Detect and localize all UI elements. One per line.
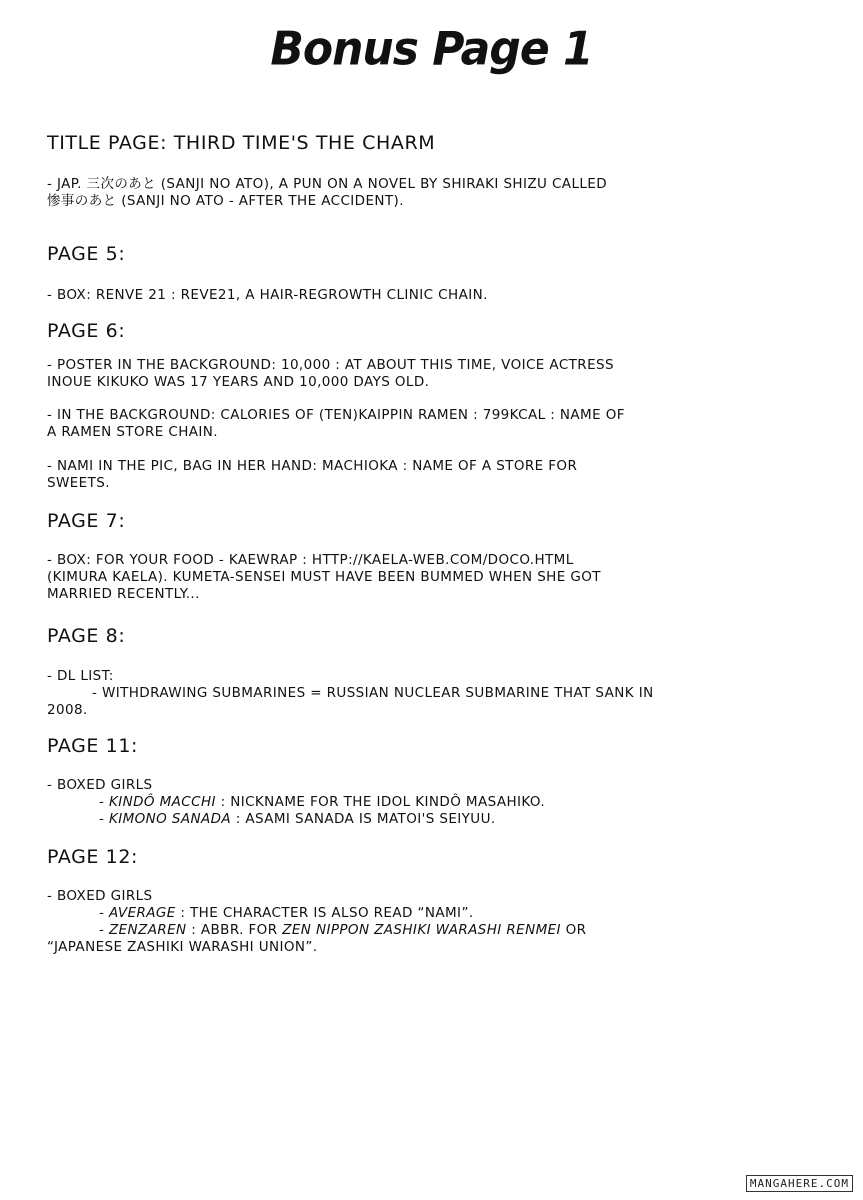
entry-dash: - — [99, 794, 109, 810]
text-line: SWEETS. — [47, 475, 110, 491]
site-watermark: MANGAHERE.COM — [746, 1175, 853, 1192]
entry-text: : ABBR. FOR — [186, 922, 283, 938]
section-body-page-11 — [47, 777, 747, 828]
section-body-page-12 — [47, 888, 747, 956]
section-heading-page-11: PAGE 11: — [47, 735, 139, 757]
section-heading-page-8: PAGE 8: — [47, 625, 126, 647]
section-body-page-6-item-1 — [47, 357, 747, 391]
section-heading-page-12: PAGE 12: — [47, 846, 139, 868]
entry-term: ZENZAREN — [108, 922, 187, 938]
text-line: - BOX: FOR YOUR FOOD - KAEWRAP : HTTP://KAELA-WEB.COM/DOCO.HTML — [47, 552, 574, 568]
text-line: - IN THE BACKGROUND: CALORIES OF (TEN)KAIPPIN RAMEN : 799KCAL : NAME OF — [47, 407, 625, 423]
section-heading-page-5: PAGE 5: — [47, 243, 126, 265]
entry-dash: - — [99, 905, 109, 921]
entry-text: : NICKNAME FOR THE IDOL KINDÔ MASAHIKO. — [215, 794, 546, 810]
text-line: - POSTER IN THE BACKGROUND: 10,000 : AT ABOUT THIS TIME, VOICE ACTRESS — [47, 357, 614, 373]
entry-dash: - — [99, 922, 109, 938]
text-line: INOUE KIKUKO WAS 17 YEARS AND 10,000 DAYS OLD. — [47, 374, 430, 390]
entry-text: : ASAMI SANADA IS MATOI'S SEIYUU. — [231, 811, 496, 827]
section-body-title-page — [47, 176, 747, 210]
entry-term: KIMONO SANADA — [108, 811, 232, 827]
entry-term: AVERAGE — [108, 905, 176, 921]
entry-text-2: OR — [560, 922, 587, 938]
text-line: - JAP. 三次のあと (SANJI NO ATO), A PUN ON A NOVEL BY SHIRAKI SHIZU CALLED — [47, 176, 608, 192]
text-line: MARRIED RECENTLY... — [47, 586, 200, 602]
section-body-page-5 — [47, 287, 747, 304]
section-body-page-8 — [47, 668, 747, 719]
section-body-page-6-item-2 — [47, 407, 747, 441]
section-body-page-7 — [47, 552, 747, 603]
text-line: 惨事のあと (SANJI NO ATO - AFTER THE ACCIDENT). — [47, 193, 404, 209]
section-heading-page-6: PAGE 6: — [47, 320, 126, 342]
text-line: A RAMEN STORE CHAIN. — [47, 424, 218, 440]
text-line: - DL LIST: — [47, 668, 114, 684]
text-line: 2008. — [47, 702, 88, 718]
glossary-entry — [47, 811, 747, 828]
text-line: - BOXED GIRLS — [47, 888, 153, 904]
text-line: - BOXED GIRLS — [47, 777, 153, 793]
text-line: (KIMURA KAELA). KUMETA-SENSEI MUST HAVE BEEN BUMMED WHEN SHE GOT — [47, 569, 601, 585]
text-line: - NAMI IN THE PIC, BAG IN HER HAND: MACHIOKA : NAME OF A STORE FOR — [47, 458, 578, 474]
section-heading-page-7: PAGE 7: — [47, 510, 126, 532]
glossary-entry — [47, 905, 747, 922]
glossary-entry — [47, 794, 747, 811]
entry-dash: - — [99, 811, 109, 827]
glossary-entry — [47, 922, 747, 939]
text-line: - BOX: RENVE 21 : REVE21, A HAIR-REGROWTH CLINIC CHAIN. — [47, 287, 488, 303]
page-title: Bonus Page 1 — [270, 22, 593, 77]
section-body-page-6-item-3 — [47, 458, 747, 492]
entry-term: KINDÔ MACCHI — [108, 794, 216, 810]
text-line: - WITHDRAWING SUBMARINES = RUSSIAN NUCLEAR SUBMARINE THAT SANK IN — [92, 685, 654, 701]
section-heading-title-page: TITLE PAGE: THIRD TIME'S THE CHARM — [47, 132, 436, 154]
entry-text: : THE CHARACTER IS ALSO READ “NAMI”. — [175, 905, 474, 921]
entry-term-2: ZEN NIPPON ZASHIKI WARASHI RENMEI — [282, 922, 561, 938]
text-line: “JAPANESE ZASHIKI WARASHI UNION”. — [47, 939, 318, 955]
